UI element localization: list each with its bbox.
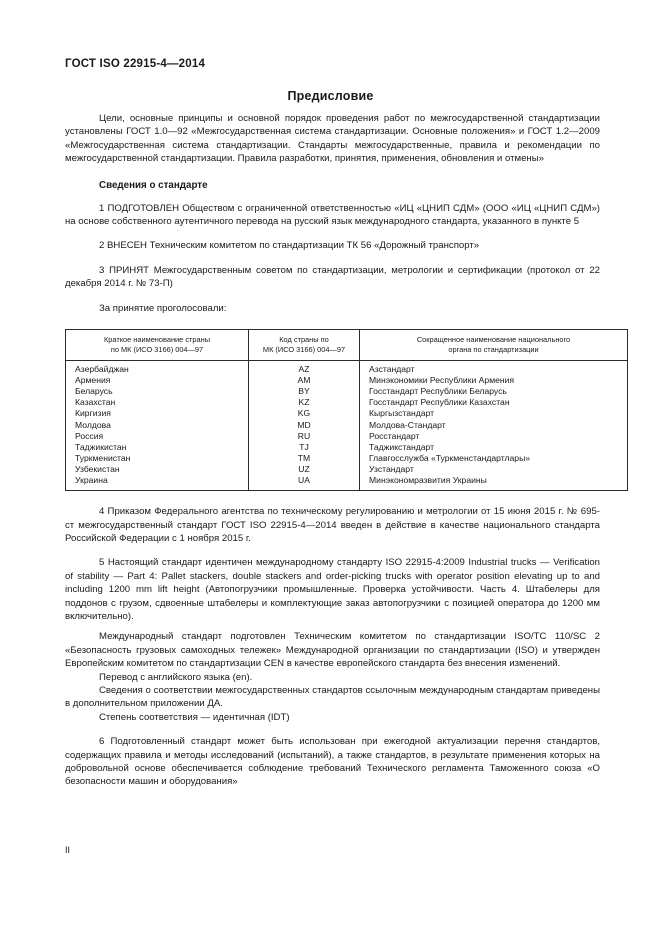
standard-info-item-6: 6 Подготовленный стандарт может быть использован при ежегодной актуализации перечня стандартов, содержащих правила и методы исследований (испытаний), а также стандартов, в результате применения которых на добровольной основе обеспечивается соблюдение требований Технического регламента Таможенного союза «О безопасности машин и оборудования» <box>65 736 600 788</box>
country-code: TJ <box>299 441 309 452</box>
standard-info-item-4: 4 Приказом Федерального агентства по техническому регулированию и метрологии от 15 июня 2015 г. № 695-ст межгосударственный стандарт ГОСТ ISO 22915-4—2014 введен в действие в качестве национального стандарта Российской Федерации с 1 ноября 2015 г. <box>65 506 600 544</box>
country-name: Армения <box>75 375 111 386</box>
country-name: Казахстан <box>75 397 116 408</box>
document-body <box>65 112 600 789</box>
document-header-standard-number: ГОСТ ISO 22915-4—2014 <box>65 58 206 70</box>
standard-info-item-5-note-2: Перевод с английского языка (en). <box>99 671 253 683</box>
standardization-body: Таджикстандарт <box>369 441 435 452</box>
country-code: AZ <box>298 364 310 375</box>
standard-info-item-5: 5 Настоящий стандарт идентичен международному стандарту ISO 22915-4:2009 Industrial trucks — Verification of stability — Part 4: Pallet stackers, double stackers and order-picking trucks with operator position elevating up to and including 1200 mm lift height (Автопогрузчики промышленные. Проверка устойчивости. Часть 4. Штабелеры для поддонов с грузом, сдвоенные штабелеры и комплектующие заказ автопогрузчики с позицией оператора до 1200 мм включительно). <box>65 557 600 622</box>
table-header-country <box>66 330 249 361</box>
country-name: Азербайджан <box>75 364 129 375</box>
standardization-body: Минэкономики Республики Армения <box>369 375 515 386</box>
standardization-body: Азстандарт <box>369 364 415 375</box>
table-header-country-line1: Краткое наименование страны <box>103 335 211 345</box>
table-header-body-line1: Сокращенное наименование национального <box>416 335 571 345</box>
country-code: AM <box>297 375 311 386</box>
country-name: Таджикистан <box>75 441 127 452</box>
standardization-body: Госстандарт Республики Беларусь <box>369 386 507 397</box>
table-cell-body-column <box>360 361 628 491</box>
standard-info-item-2: 2 ВНЕСЕН Техническим комитетом по стандартизации ТК 56 «Дорожный транспорт» <box>99 240 480 252</box>
country-code: RU <box>297 430 311 441</box>
country-name: Россия <box>75 430 104 441</box>
table-header-body-line2: органа по стандартизации <box>448 345 539 355</box>
standardization-body: Росстандарт <box>369 430 420 441</box>
country-name: Украина <box>75 475 108 485</box>
standardization-body: Молдова-Стандарт <box>369 419 446 430</box>
table-header-country-line2: по МК (ИСО 3166) 004—97 <box>110 345 204 355</box>
country-name: Туркменистан <box>75 452 131 463</box>
standard-info-item-5-note-1: Международный стандарт подготовлен Техническим комитетом по стандартизации ISO/TC 110/SC 2 «Безопасность грузовых самоходных тележек» Международной организации по стандартизации (ISO) и утвержден Европейским комитетом по стандартизации CEN в качестве европейского стандарта без внесения изменений. <box>65 631 600 670</box>
table-header-code-line1: Код страны по <box>279 335 329 345</box>
country-code-list <box>249 361 359 490</box>
country-name: Киргизия <box>75 408 111 419</box>
table-cell-country-column <box>66 361 249 491</box>
table-header-code <box>249 330 360 361</box>
page-title: Предисловие <box>287 89 374 103</box>
standard-info-item-3: 3 ПРИНЯТ Межгосударственным советом по стандартизации, метрологии и сертификации (протокол от 22 декабря 2014 г. № 73-П) <box>65 264 600 290</box>
country-code: UA <box>298 475 310 485</box>
standard-info-item-5-note-4: Степень соответствия — идентичная (IDT) <box>99 711 290 723</box>
voting-countries-table <box>65 329 628 491</box>
standardization-body: Узстандарт <box>369 463 414 474</box>
vote-intro-text: За принятие проголосовали: <box>99 302 227 314</box>
country-code: MD <box>297 419 311 430</box>
table-header-row <box>66 330 628 361</box>
standardization-body: Минэкономразвития Украины <box>369 475 487 485</box>
table-header-body <box>360 330 628 361</box>
country-code: KZ <box>298 397 310 408</box>
page-number-footer: II <box>65 845 71 855</box>
country-list <box>66 361 248 490</box>
country-code: KG <box>297 408 311 419</box>
country-code: BY <box>298 386 310 397</box>
standard-info-heading: Сведения о стандарте <box>99 179 208 191</box>
standardization-body-list <box>360 361 627 490</box>
table-header-code-line2: МК (ИСО 3166) 004—97 <box>262 345 346 355</box>
country-code: TM <box>297 452 311 463</box>
standardization-body: Кыргызстандарт <box>369 408 435 419</box>
country-name: Молдова <box>75 419 111 430</box>
standardization-body: Госстандарт Республики Казахстан <box>369 397 510 408</box>
standard-info-item-1: 1 ПОДГОТОВЛЕН Обществом с ограниченной ответственностью «ИЦ «ЦНИП СДМ» (ООО «ИЦ «ЦНИП СДМ») на основе собственного аутентичного перевода на русский язык международного стандарта, указанного в пункте 5 <box>65 202 600 228</box>
country-name: Беларусь <box>75 386 113 397</box>
table-row <box>66 361 628 491</box>
table-cell-code-column <box>249 361 360 491</box>
standard-info-item-5-note-3: Сведения о соответствии межгосударственных стандартов ссылочным международным стандартам приведены в дополнительном приложении ДА. <box>65 684 600 710</box>
intro-paragraph: Цели, основные принципы и основной порядок проведения работ по межгосударственной стандартизации установлены ГОСТ 1.0—92 «Межгосударственная система стандартизации. Основные положения» и ГОСТ 1.2—2009 «Межгосударственная система стандартизации. Стандарты межгосударственные, правила и рекомендации по межгосударственной стандартизации. Правила разработки, принятия, применения, обновления и отмены» <box>65 113 600 165</box>
country-code: UZ <box>298 463 310 474</box>
standardization-body: Главгосслужба «Туркменстандартлары» <box>369 452 531 463</box>
country-name: Узбекистан <box>75 463 120 474</box>
